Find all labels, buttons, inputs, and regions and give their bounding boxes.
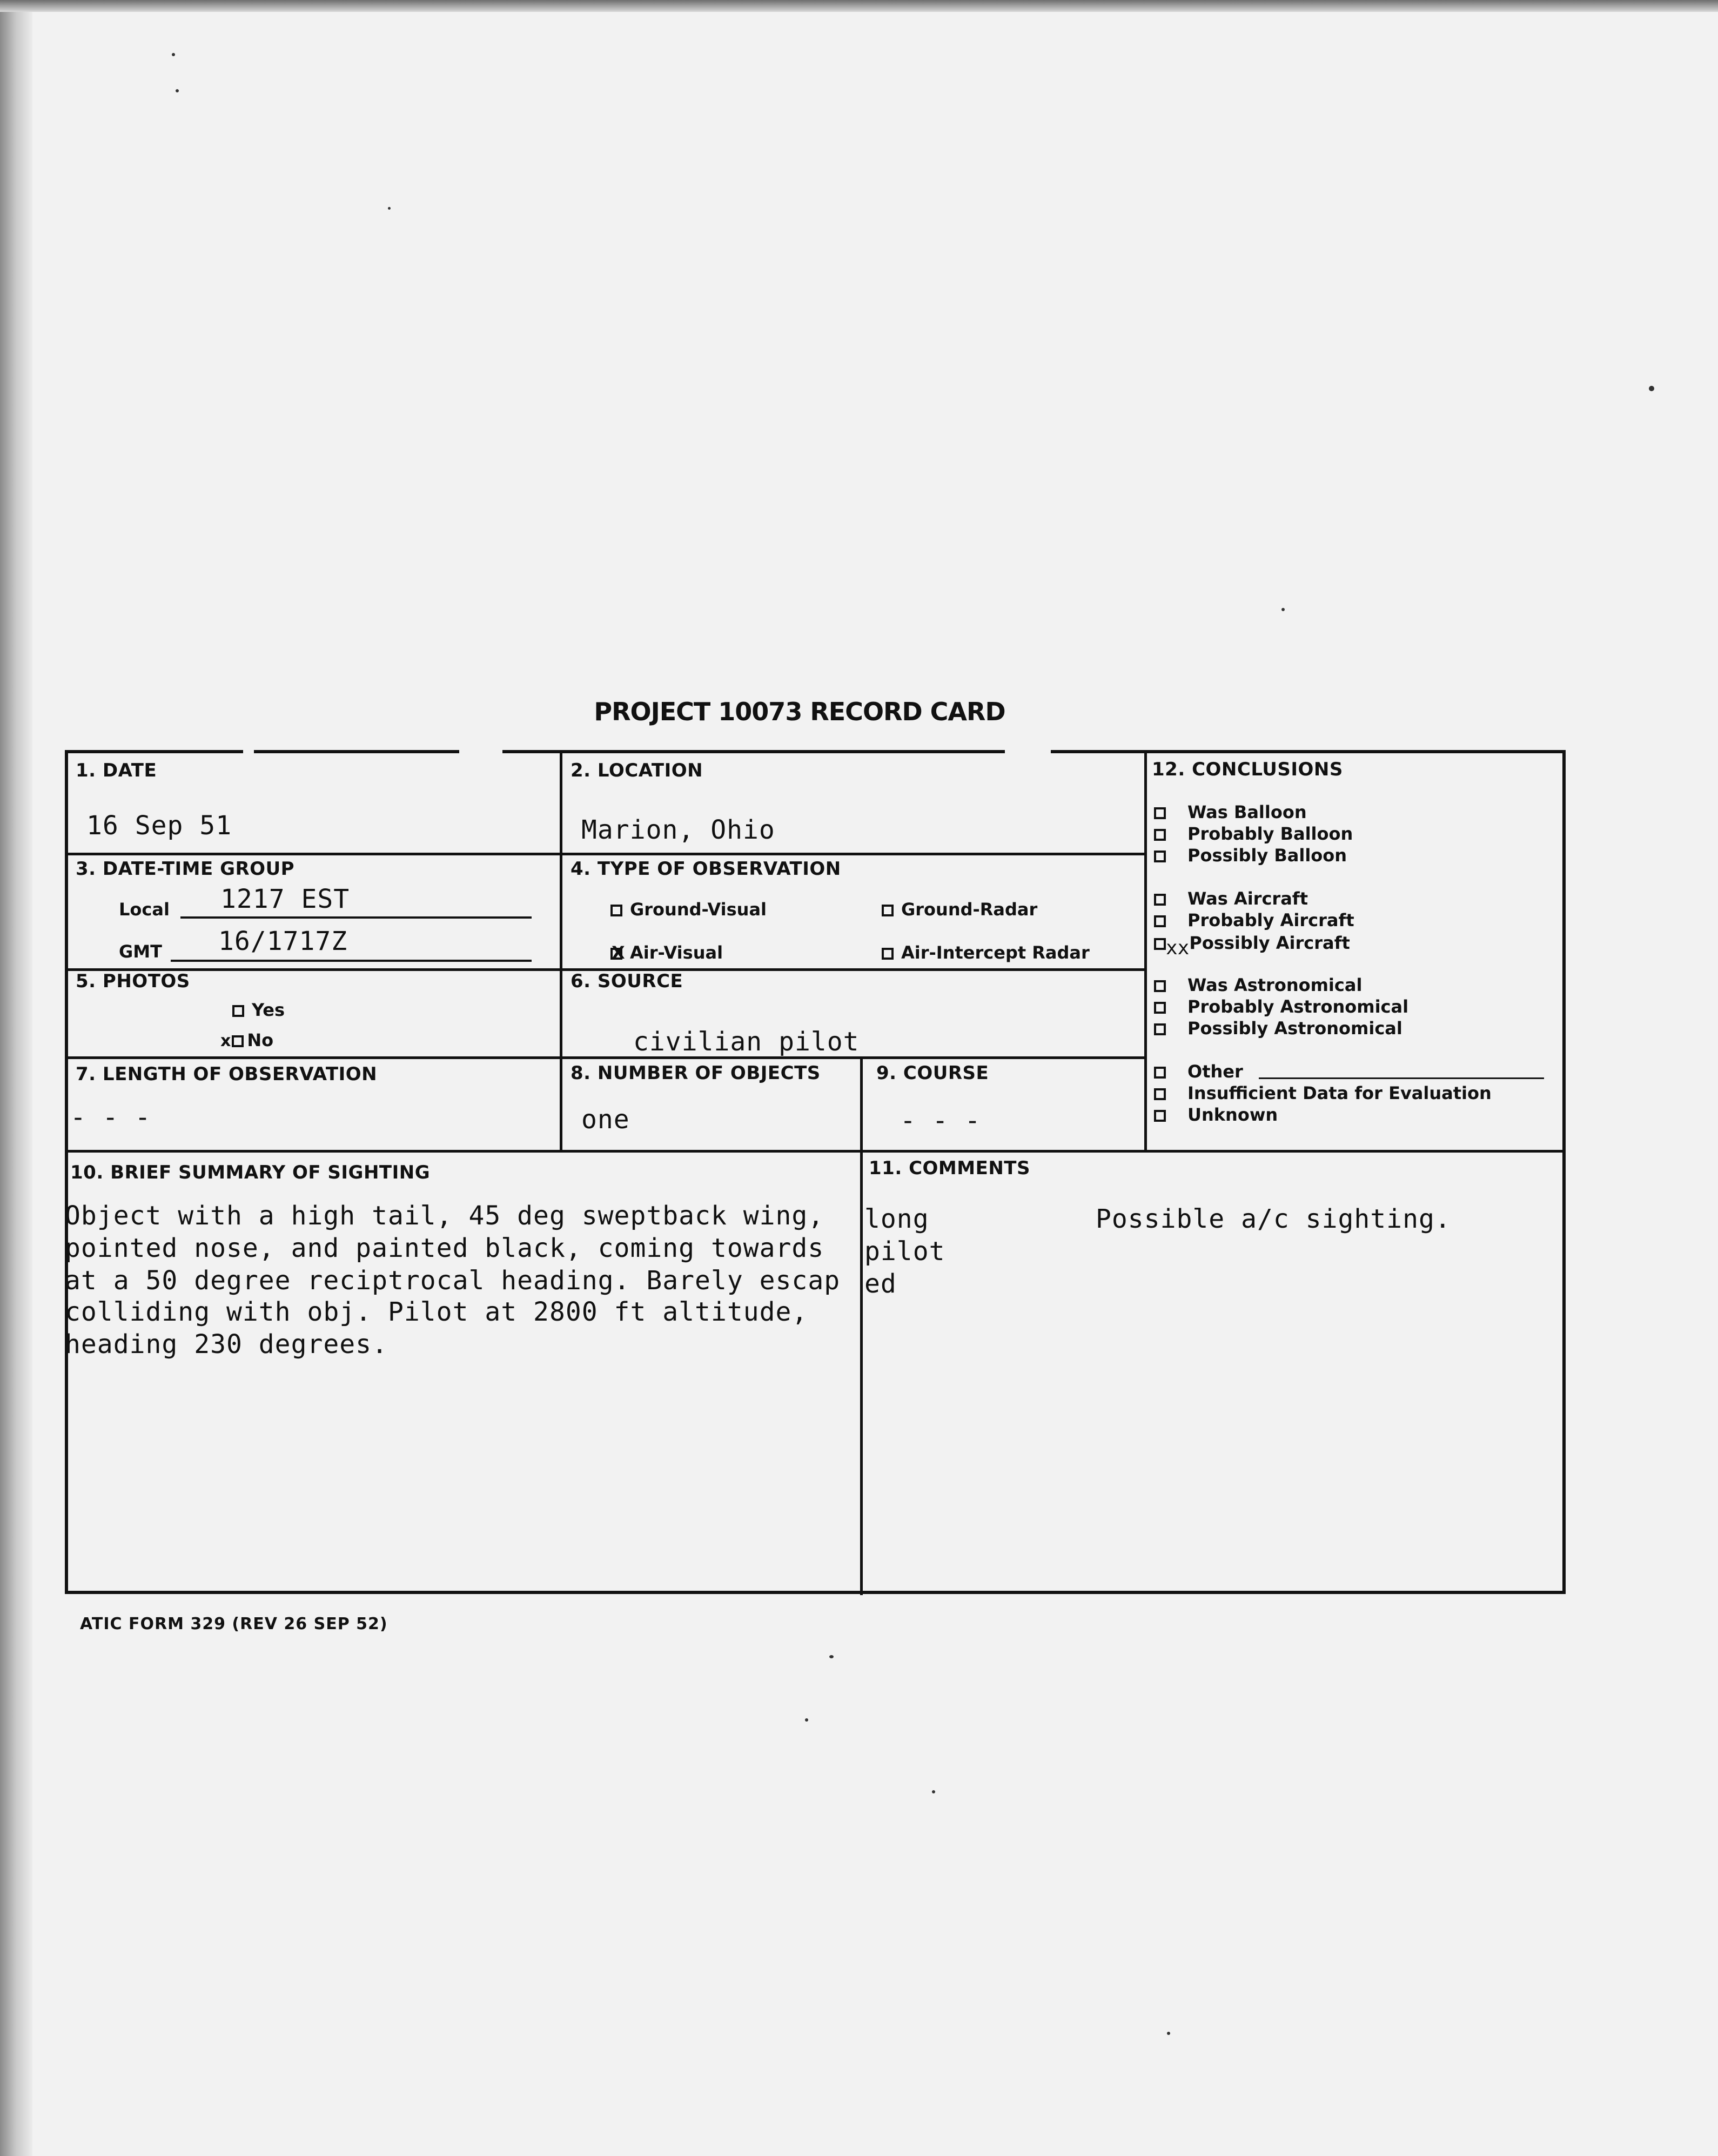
length-label: 7. LENGTH OF OBSERVATION	[76, 1063, 378, 1085]
date-label: 1. DATE	[76, 760, 157, 781]
dtg-local-value: 1217 EST	[220, 884, 350, 914]
probably-aircraft-checkbox	[1154, 915, 1166, 927]
insufficient-label: Insufficient Data for Evaluation	[1187, 1083, 1492, 1103]
other-underline	[1259, 1077, 1544, 1079]
divider-col-2	[1144, 752, 1147, 1152]
other-checkbox	[1154, 1067, 1166, 1079]
was-aircraft-option	[1154, 888, 1308, 909]
num-objects-value: one	[581, 1104, 630, 1135]
probably-balloon-label: Probably Balloon	[1187, 823, 1353, 844]
comments-overflow-3: ed	[864, 1269, 897, 1299]
ground-radar-option	[882, 899, 1037, 920]
unknown-checkbox	[1154, 1110, 1166, 1122]
was-astronomical-option	[1154, 975, 1362, 995]
air-visual-label: Air-Visual	[630, 942, 723, 963]
dust-speck	[176, 89, 179, 92]
dtg-local-label: Local	[119, 899, 170, 920]
possibly-astronomical-label: Possibly Astronomical	[1187, 1018, 1402, 1039]
probably-balloon-checkbox	[1154, 829, 1166, 841]
was-aircraft-checkbox	[1154, 894, 1166, 906]
other-option	[1154, 1061, 1243, 1082]
conclusions-label: 12. CONCLUSIONS	[1152, 759, 1343, 780]
photos-no-checkbox	[232, 1035, 244, 1047]
photos-no-label: No	[247, 1030, 274, 1050]
air-intercept-radar-option	[882, 942, 1090, 963]
ground-visual-label: Ground-Visual	[630, 899, 767, 920]
was-astronomical-label: Was Astronomical	[1187, 975, 1363, 995]
was-balloon-label: Was Balloon	[1187, 802, 1307, 822]
comments-label: 11. COMMENTS	[869, 1157, 1030, 1179]
length-value: - - -	[70, 1102, 151, 1133]
dtg-local-underline	[180, 916, 532, 919]
possibly-balloon-option	[1154, 845, 1347, 866]
ground-visual-option	[610, 899, 767, 920]
ground-radar-checkbox	[882, 905, 894, 916]
insufficient-option	[1154, 1083, 1492, 1103]
probably-aircraft-label: Probably Aircraft	[1187, 910, 1354, 930]
other-label: Other	[1187, 1061, 1243, 1082]
probably-astronomical-label: Probably Astronomical	[1187, 996, 1409, 1017]
possibly-astronomical-option	[1154, 1018, 1402, 1039]
photos-label: 5. PHOTOS	[76, 970, 190, 992]
was-balloon-option	[1154, 802, 1307, 822]
divider-col-8-9	[860, 1059, 863, 1151]
air-visual-mark: X	[612, 942, 625, 963]
summary-label: 10. BRIEF SUMMARY OF SIGHTING	[70, 1162, 431, 1183]
insufficient-checkbox	[1154, 1088, 1166, 1100]
ground-radar-label: Ground-Radar	[901, 899, 1038, 920]
air-visual-option	[610, 942, 723, 963]
form-footer: ATIC FORM 329 (REV 26 SEP 52)	[80, 1615, 388, 1633]
summary-line-4: colliding with obj. Pilot at 2800 ft altitude,	[65, 1297, 808, 1327]
photos-yes-option	[232, 1000, 285, 1020]
photos-no-option	[220, 1030, 273, 1050]
dust-speck	[932, 1790, 935, 1793]
divider-row-4	[66, 1150, 1563, 1153]
divider-row-3	[66, 1056, 1144, 1059]
dtg-label: 3. DATE-TIME GROUP	[76, 858, 295, 880]
comments-value: Possible a/c sighting.	[1096, 1204, 1451, 1234]
air-visual-checkbox	[610, 942, 625, 963]
dust-speck	[388, 207, 391, 210]
was-balloon-checkbox	[1154, 807, 1166, 819]
scan-edge-top	[0, 0, 1718, 12]
probably-aircraft-option	[1154, 910, 1354, 930]
dust-speck	[172, 53, 175, 56]
possibly-aircraft-option	[1154, 932, 1350, 959]
divider-row-1	[66, 853, 1144, 855]
summary-line-5: heading 230 degrees.	[65, 1329, 388, 1360]
dtg-gmt-value: 16/1717Z	[218, 926, 348, 956]
unknown-label: Unknown	[1187, 1104, 1278, 1125]
was-astronomical-checkbox	[1154, 980, 1166, 992]
comments-overflow-2: pilot	[864, 1236, 945, 1267]
dust-speck	[1167, 2032, 1170, 2035]
observation-type-label: 4. TYPE OF OBSERVATION	[571, 858, 841, 880]
unknown-option	[1154, 1104, 1278, 1125]
dust-speck	[1281, 608, 1285, 611]
possibly-aircraft-label: Possibly Aircraft	[1189, 933, 1350, 953]
location-label: 2. LOCATION	[571, 760, 703, 781]
dust-speck	[1649, 386, 1654, 391]
dust-speck	[829, 1655, 834, 1658]
possibly-astronomical-checkbox	[1154, 1023, 1166, 1035]
source-label: 6. SOURCE	[571, 970, 683, 992]
summary-line-2: pointed nose, and painted black, coming towards	[65, 1233, 824, 1263]
probably-astronomical-checkbox	[1154, 1002, 1166, 1014]
summary-line-1: Object with a high tail, 45 deg sweptback wing,	[65, 1201, 824, 1231]
card-title: PROJECT 10073 RECORD CARD	[594, 697, 1005, 726]
dtg-gmt-label: GMT	[119, 941, 162, 962]
location-value: Marion, Ohio	[581, 815, 775, 845]
air-intercept-radar-checkbox	[882, 948, 894, 960]
possibly-balloon-checkbox	[1154, 851, 1166, 862]
comments-overflow-1: long	[864, 1204, 929, 1234]
photos-yes-checkbox	[232, 1005, 244, 1017]
was-aircraft-label: Was Aircraft	[1187, 888, 1308, 909]
possibly-balloon-label: Possibly Balloon	[1187, 845, 1347, 866]
possibly-aircraft-checkbox	[1154, 938, 1166, 950]
date-value: 16 Sep 51	[86, 811, 232, 841]
air-intercept-radar-label: Air-Intercept Radar	[901, 942, 1090, 963]
ground-visual-checkbox	[610, 905, 622, 916]
divider-col-1	[560, 752, 562, 1152]
possibly-aircraft-mark: xx	[1166, 937, 1190, 959]
probably-astronomical-option	[1154, 996, 1408, 1017]
course-label: 9. COURSE	[876, 1062, 989, 1084]
probably-balloon-option	[1154, 823, 1353, 844]
dtg-gmt-underline	[171, 960, 532, 962]
scan-edge-left	[0, 0, 32, 2156]
num-objects-label: 8. NUMBER OF OBJECTS	[571, 1062, 821, 1084]
photos-no-mark: x	[220, 1032, 231, 1050]
course-value: - - -	[900, 1106, 981, 1136]
summary-line-3: at a 50 degree reciptrocal heading. Barely escap	[65, 1266, 841, 1296]
dust-speck	[805, 1718, 808, 1722]
source-value: civilian pilot	[633, 1027, 860, 1057]
photos-yes-label: Yes	[252, 1000, 285, 1020]
